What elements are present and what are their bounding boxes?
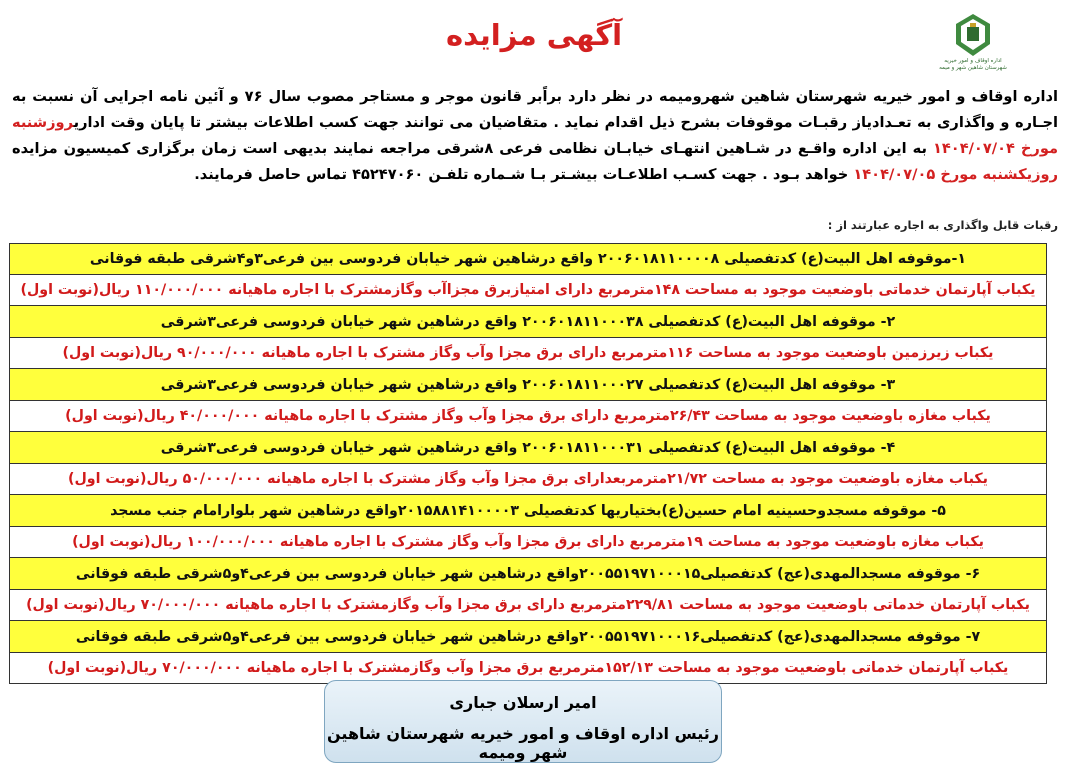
lot-2-description: یکباب زیرزمین باوضعیت موجود به مساحت ۱۱۶مترمربع دارای برق مجزا وآب وگاز مشترک با اجاره ماهیانه ۹۰/۰۰۰/۰۰۰ ریال(نوبت اول) xyxy=(9,338,1047,369)
lot-3-description: یکباب مغازه باوضعیت موجود به مساحت ۲۶/۴۳مترمربع دارای برق مجزا وآب وگاز مشترک با اجاره ماهیانه ۴۰/۰۰۰/۰۰۰ ریال(نوبت اول) xyxy=(9,401,1047,432)
lot-5-heading: ۵- موقوفه مسجدوحسینیه امام حسین(ع)بختیاریها کدتفصیلی ۲۰۱۵۸۸۱۴۱۰۰۰۰۳واقع درشاهین شهر بلوارامام جنب مسجد xyxy=(9,495,1047,527)
lots-table xyxy=(9,243,1047,684)
intro-paragraph xyxy=(12,84,1058,188)
lot-5-description: یکباب مغازه باوضعیت موجود به مساحت ۱۹مترمربع دارای برق مجزا وآب وگاز مشترک با اجاره ماهیانه ۱۰۰/۰۰۰/۰۰۰ ریال(نوبت اول) xyxy=(9,527,1047,558)
lot-6-heading: ۶- موقوفه مسجدالمهدی(عج) کدتفصیلی۲۰۰۵۵۱۹۷۱۰۰۰۱۵واقع درشاهین شهر خیابان فردوسی بین فرعی۴و۵شرقی طبقه فوقانی xyxy=(9,558,1047,590)
deadline-date: روزشنبه مورخ ۱۴۰۴/۰۷/۰۴ xyxy=(12,114,1059,157)
lot-7-description: یکباب آپارتمان خدماتی باوضعیت موجود به مساحت ۱۵۲/۱۳مترمربع برق مجزا وآب وگازمشترک با اجاره ماهیانه ۷۰/۰۰۰/۰۰۰ ریال(نوبت اول) xyxy=(9,653,1047,684)
lot-4-description: یکباب مغازه باوضعیت موجود به مساحت ۲۱/۷۲مترمربعدارای برق مجزا وآب وگاز مشترک با اجاره ماهیانه ۵۰/۰۰۰/۰۰۰ ریال(نوبت اول) xyxy=(9,464,1047,495)
signatory-name: امیر ارسلان جباری xyxy=(449,693,597,712)
intro-text-part-3: خواهد بـود . جهت کسـب اطلاعـات بیشـتر بـا شـماره تلفـن ۴۵۲۴۷۰۶۰ تماس حاصل فرمایند. xyxy=(194,166,854,183)
lot-3-heading: ۳- موقوفه اهل البیت(ع) کدتفصیلی ۲۰۰۶۰۱۸۱۱۰۰۰۲۷ واقع درشاهین شهر خیابان فردوسی فرعی۳شرقی xyxy=(9,369,1047,401)
intro-text-part-1: اداره اوقاف و امور خیریه شهرستان شاهین شهرومیمه در نظر دارد براًبر قانون موجر و مستاجر مصوب سال ۷۶ و آئین نامه اجرایی آن نسبت به اجـاره و واگذاری به تعـدادیاز رقبـات موقوفات بشرح ذیل اقدام نماید . متقاضیان می توانند جهت کسب اطلاعات بیشتر تا پایان وقت اداری xyxy=(12,88,1058,131)
signatory-title: رئیس اداره اوقاف و امور خیریه شهرستان شاهین شهر ومیمه xyxy=(327,724,719,762)
lot-1-heading: ۱-موقوفه اهل البیت(ع) کدتفصیلی ۲۰۰۶۰۱۸۱۱۰۰۰۰۸ واقع درشاهین شهر خیابان فردوسی بین فرعی۳و۴شرقی طبقه فوقانی xyxy=(9,243,1047,275)
lot-7-heading: ۷- موقوفه مسجدالمهدی(عج) کدتفصیلی۲۰۰۵۵۱۹۷۱۰۰۰۱۶واقع درشاهین شهر خیابان فردوسی بین فرعی۴و۵شرقی طبقه فوقانی xyxy=(9,621,1047,653)
lot-4-heading: ۴- موقوفه اهل البیت(ع) کدتفصیلی ۲۰۰۶۰۱۸۱۱۰۰۰۳۱ واقع درشاهین شهر خیابان فردوسی فرعی۳شرقی xyxy=(9,432,1047,464)
lot-6-description: یکباب آپارتمان خدماتی باوضعیت موجود به مساحت ۲۲۹/۸۱مترمربع دارای برق مجزا وآب وگازمشترک با اجاره ماهیانه ۷۰/۰۰۰/۰۰۰ ریال(نوبت اول) xyxy=(9,590,1047,621)
session-date: روزیکشنبه مورخ ۱۴۰۴/۰۷/۰۵ xyxy=(853,166,1058,183)
lot-2-heading: ۲- موقوفه اهل البیت(ع) کدتفصیلی ۲۰۰۶۰۱۸۱۱۰۰۰۳۸ واقع درشاهین شهر خیابان فردوسی فرعی۳شرقی xyxy=(9,306,1047,338)
lot-1-description: یکباب آپارتمان خدماتی باوضعیت موجود به مساحت ۱۴۸مترمربع دارای امتیازبرق مجزاآب وگازمشترک با اجاره ماهیانه ۱۱۰/۰۰۰/۰۰۰ ریال(نوبت اول) xyxy=(9,275,1047,306)
logo-caption-line-2: شهرستان شاهین شهر و میمه xyxy=(939,65,1007,71)
intro-text-part-2: به این اداره واقـع در شـاهین انتهـای خیابـان نظامی فرعی ۸شرقی مراجعه نمایند بدیهی است زمان برگزاری کمیسیون مزایده xyxy=(12,140,933,157)
logo-caption-line-1: اداره اوقاف و امور خیریه xyxy=(944,58,1002,64)
signature-box xyxy=(324,680,722,763)
lots-caption: رقبات قابل واگذاری به اجاره عبارتند از : xyxy=(827,218,1058,232)
page-title: آگهی مزایده xyxy=(445,18,623,52)
